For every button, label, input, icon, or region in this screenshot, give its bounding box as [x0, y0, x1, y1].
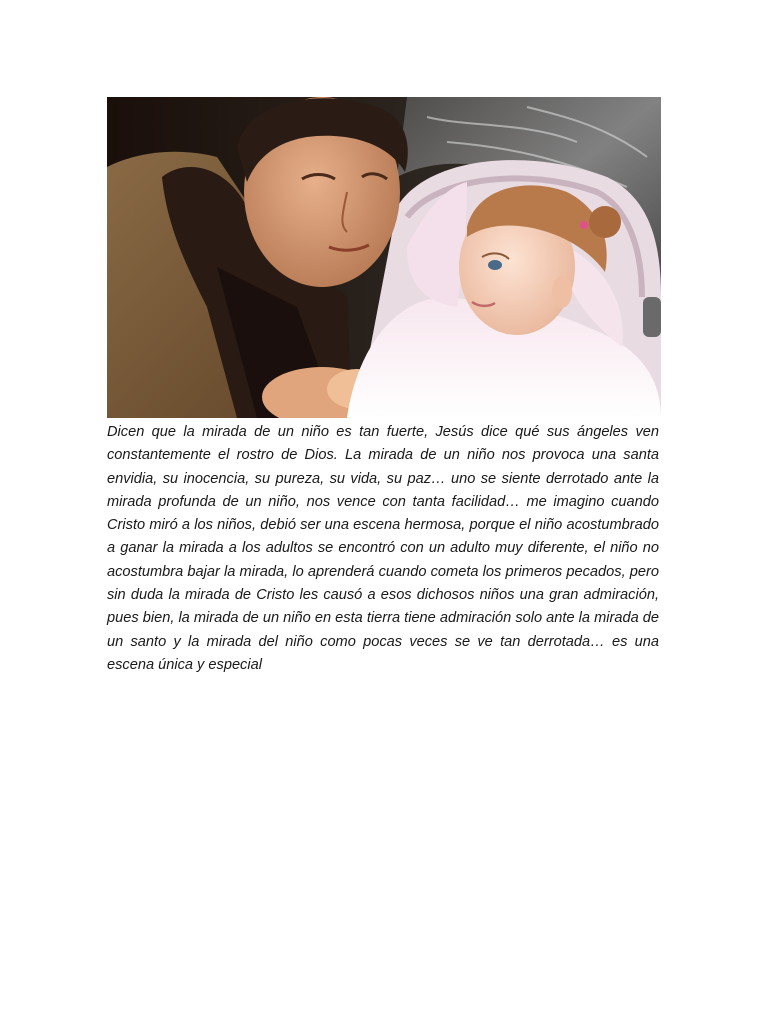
photo-illustration — [107, 97, 661, 418]
photo-caption-paragraph: Dicen que la mirada de un niño es tan fuerte, Jesús dice qué sus ángeles ven constantemente el rostro de Dios. La mirada de un niño nos provoca una santa envidia, su inocencia, su pureza, su vida, su paz… uno se siente derrotado ante la mirada profunda de un niño, nos vence con tanta facilidad… me imagino cuando Cristo miró a los niños, debió ser una escena hermosa, porque el niño acostumbrado a ganar la mirada a los adultos se encontró con un adulto muy diferente, el niño no acostumbra bajar la mirada, lo aprenderá cuando cometa los primeros pecados, pero sin duda la mirada de Cristo les causó a esos dichosos niños una gran admiración, pues bien, la mirada de un niño en esta tierra tiene admiración solo ante la mirada de un santo y la mirada del niño como pocas veces se ve tan derrotada… es una escena única y especial — [107, 424, 659, 673]
photo-father-and-child — [107, 97, 661, 418]
